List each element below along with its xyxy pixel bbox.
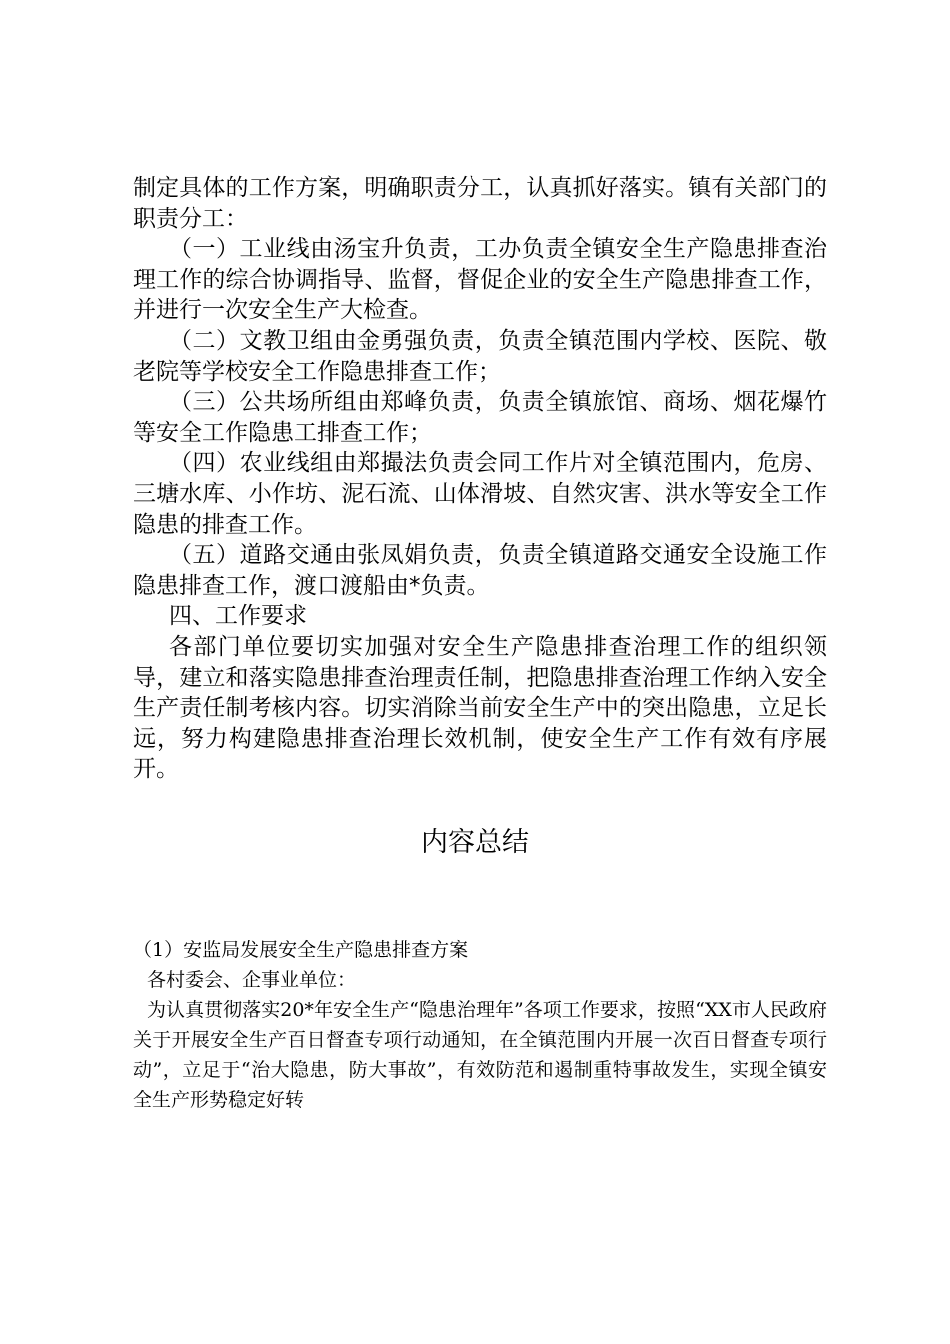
summary-heading: （1）安监局发展安全生产隐患排查方案	[133, 939, 469, 961]
summary-paragraph: 为认真贯彻落实20*年安全生产“隐患治理年”各项工作要求，按照“XX市人民政府关于开展安全生产百日督查专项行动通知，在全镇范围内开展一次百日督查专项行动”，立足于“治大隐患，防大事故”，有效防范和遏制重特事故发生，实现全镇安全生产形势稳定好转	[133, 999, 827, 1111]
paragraph-item-3: （三）公共场所组由郑峰负责，负责全镇旅馆、商场、烟花爆竹等安全工作隐患工排查工作；	[133, 389, 827, 446]
paragraph-item-2: （二）文教卫组由金勇强负责，负责全镇范围内学校、医院、敬老院等学校安全工作隐患排查工作；	[133, 327, 827, 385]
summary-title: 内容总结	[421, 827, 529, 858]
section-heading: 四、工作要求	[169, 603, 307, 630]
summary-salutation: 各村委会、企事业单位：	[147, 969, 357, 991]
paragraph-requirements: 各部门单位要切实加强对安全生产隐患排查治理工作的组织领导，建立和落实隐患排查治理责任制，把隐患排查治理工作纳入安全生产责任制考核内容。切实消除当前安全生产中的突出隐患，立足长远，努力构建隐患排查治理长效机制，使安全生产工作有效有序展开。	[133, 633, 827, 783]
summary-body	[133, 935, 827, 1115]
paragraph-item-4: （四）农业线组由郑撮法负责会同工作片对全镇范围内，危房、三塘水库、小作坊、泥石流、山体滑坡、自然灾害、洪水等安全工作隐患的排查工作。	[133, 450, 827, 538]
paragraph-item-5: （五）道路交通由张凤娟负责，负责全镇道路交通安全设施工作隐患排查工作，渡口渡船由*负责。	[133, 542, 827, 599]
paragraph-intro: 制定具体的工作方案，明确职责分工，认真抓好落实。镇有关部门的职责分工：	[133, 175, 827, 232]
document-body	[133, 173, 827, 785]
paragraph-item-1: （一）工业线由汤宝升负责，工办负责全镇安全生产隐患排查治理工作的综合协调指导、监督，督促企业的安全生产隐患排查工作，并进行一次安全生产大检查。	[133, 236, 827, 324]
